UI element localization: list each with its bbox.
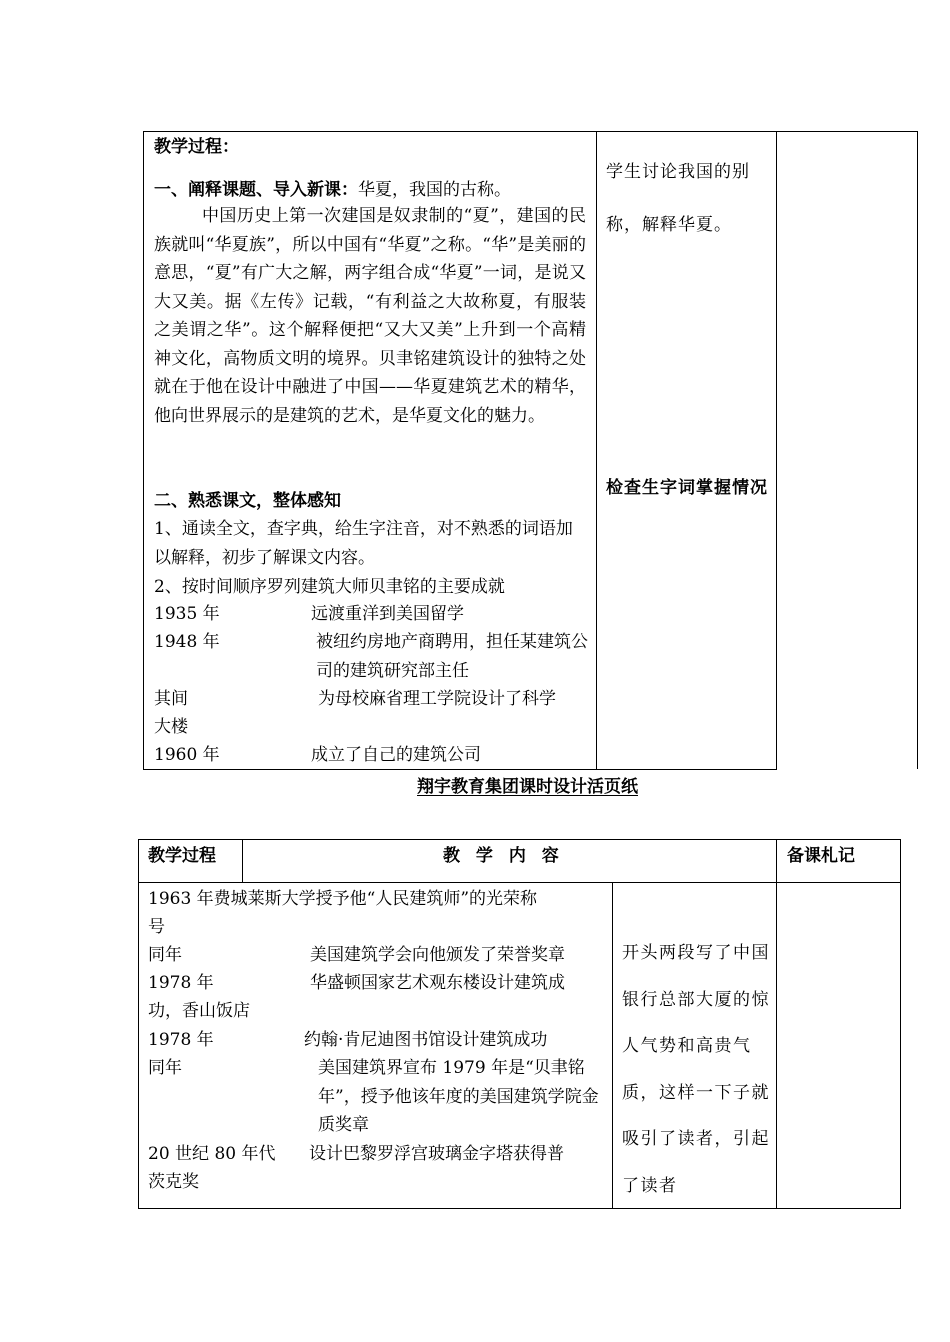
table2-col-divider-2	[776, 839, 777, 1208]
timeline-event: 为母校麻省理工学院设计了科学	[318, 689, 556, 709]
table2-side-note: 开头两段写了中国银行总部大厦的惊人气势和高贵气质，这样一下子就吸引了读者，引起了读者	[622, 943, 770, 1196]
timeline-year: 1935 年	[154, 604, 220, 624]
table2-row-text: 1963 年费城莱斯大学授予他“人民建筑师”的光荣称	[148, 889, 538, 909]
timeline-event: 成立了自己的建筑公司	[311, 745, 481, 765]
table1-right-border	[917, 131, 918, 769]
section1-line	[154, 176, 511, 204]
table2-row-cont: 茨克奖	[148, 1172, 199, 1192]
timeline-year: 1960 年	[154, 745, 220, 765]
table2-row-event: 美国建筑学会向他颁发了荣誉奖章	[310, 945, 565, 965]
section1-body: 中国历史上第一次建国是奴隶制的“夏”，建国的民族就叫“华夏族”，所以中国有“华夏”之称。“华”是美丽的意思，“夏”有广大之解，两字组合成“华夏”一词，是说又大又美。据《左传》记载，“有利益之大故称夏，有服装之美谓之华”。这个解释便把“又大又美”上升到一个高精神文化，高物质文明的境界。贝聿铭建筑设计的独特之处就在于他在设计中融进了中国——华夏建筑艺术的精华，他向世界展示的是建筑的艺术，是华夏文化的魅力。	[154, 206, 586, 426]
section2-item2: 2、按时间顺序罗列建筑大师贝聿铭的主要成就	[154, 577, 505, 597]
timeline-year: 1948 年	[154, 632, 220, 652]
table2-top-border	[138, 839, 901, 840]
table2-row-cont: 号	[148, 917, 165, 937]
section1-lead: 华夏，我国的古称。	[358, 180, 511, 200]
table1-col-divider-1	[596, 131, 597, 769]
table2-row-event: 美国建筑界宣布 1979 年是“贝聿铭年”，授予他该年度的美国建筑学院金质奖章	[318, 1058, 599, 1135]
timeline-year: 其间	[154, 689, 188, 709]
table2-header-notes: 备课札记	[787, 846, 855, 866]
table2-row-event: 华盛顿国家艺术观东楼设计建筑成	[310, 973, 565, 993]
section2-item1: 1、通读全文，查字典，给生字注音，对不熟悉的词语加以解释，初步了解课文内容。	[154, 519, 573, 568]
timeline-event: 被纽约房地产商聘用，担任某建筑公司的建筑研究部主任	[316, 632, 588, 681]
table1-col-divider-2	[776, 131, 777, 769]
table2-header-border	[138, 882, 901, 883]
table2-header-divider-1	[242, 839, 243, 882]
section2-title: 二、熟悉课文，整体感知	[154, 491, 341, 511]
section1-title: 一、阐释课题、导入新课：	[154, 180, 358, 200]
side-note-1: 学生讨论我国的别称，解释华夏。	[606, 162, 750, 235]
table2-row-year: 同年	[148, 1058, 182, 1078]
table2-body-divider-1	[612, 882, 613, 1208]
table2-left-border	[138, 839, 139, 1208]
table2-row-event: 约翰·肯尼迪图书馆设计建筑成功	[304, 1030, 548, 1050]
table2-header-content: 教 学 内 容	[443, 846, 559, 866]
table2-row-year: 1978 年	[148, 973, 214, 993]
table2-row-year: 同年	[148, 945, 182, 965]
table2-row-cont: 功，香山饭店	[148, 1001, 250, 1021]
table2-bottom-border	[138, 1208, 901, 1209]
side-note-2: 检查生字词掌握情况	[606, 478, 768, 498]
table1-left-border	[143, 131, 144, 769]
table2-header-process: 教学过程	[148, 846, 216, 866]
timeline-year-cont: 大楼	[154, 717, 188, 737]
table2-row-year: 20 世纪 80 年代	[148, 1144, 276, 1164]
table2-row-year: 1978 年	[148, 1030, 214, 1050]
timeline-event: 远渡重洋到美国留学	[311, 604, 464, 624]
table2-right-border	[900, 839, 901, 1208]
page-footer-title: 翔宇教育集团课时设计活页纸	[417, 777, 638, 797]
table2-row-event: 设计巴黎罗浮宫玻璃金字塔获得普	[309, 1144, 564, 1164]
table1-heading: 教学过程：	[154, 137, 239, 157]
table1-top-border	[143, 131, 918, 132]
